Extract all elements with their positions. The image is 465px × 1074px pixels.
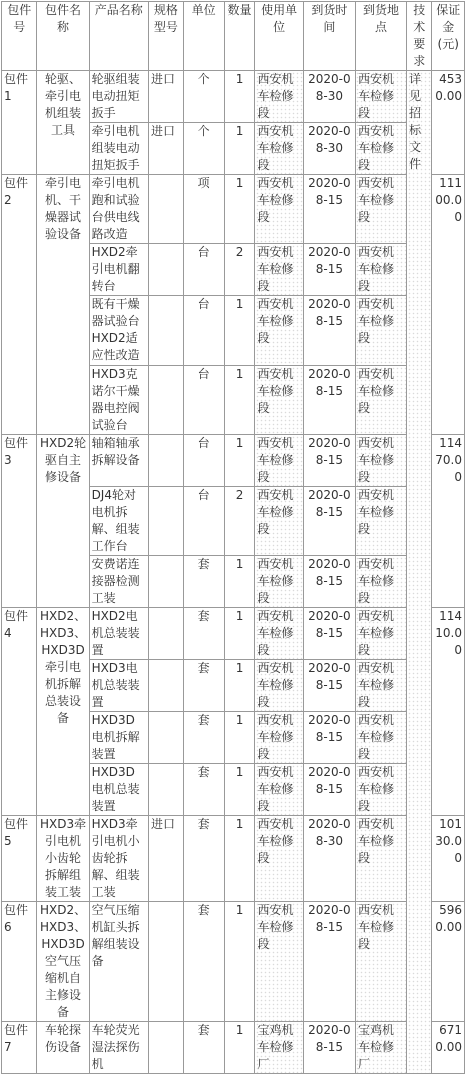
unit-cell: 个 bbox=[183, 71, 224, 123]
deposit-cell: 4530.00 bbox=[432, 71, 465, 175]
unit-cell: 套 bbox=[183, 556, 224, 608]
user-unit-cell: 西安机车检修段 bbox=[255, 71, 303, 123]
unit-cell: 台 bbox=[183, 435, 224, 487]
header-pkg-no: 包件号 bbox=[2, 2, 37, 71]
deposit-cell: 10130.00 bbox=[432, 816, 465, 902]
product-name-cell: 车轮荧光湿法探伤机 bbox=[89, 1022, 148, 1074]
product-name-cell: 轴箱轴承拆解设备 bbox=[89, 435, 148, 487]
table-row bbox=[2, 71, 465, 123]
arrival-place-cell: 西安机车检修段 bbox=[355, 902, 406, 1022]
quantity-cell: 1 bbox=[224, 296, 255, 366]
spec-cell bbox=[149, 764, 184, 816]
package-name-cell: HXD2轮驱自主修设备 bbox=[37, 435, 89, 608]
deposit-cell: 5960.00 bbox=[432, 902, 465, 1022]
deposit-cell: 11410.00 bbox=[432, 608, 465, 816]
arrival-place-cell: 西安机车检修段 bbox=[355, 296, 406, 366]
package-name-cell: HXD3牵引电机小齿轮拆解组装工装 bbox=[37, 816, 89, 902]
arrival-time-cell: 2020-08-15 bbox=[303, 660, 355, 712]
arrival-time-cell: 2020-08-15 bbox=[303, 435, 355, 487]
quantity-cell: 2 bbox=[224, 487, 255, 556]
product-name-cell: 既有干燥器试验台HXD2适应性改造 bbox=[89, 296, 148, 366]
arrival-place-cell: 西安机车检修段 bbox=[355, 660, 406, 712]
quantity-cell: 1 bbox=[224, 660, 255, 712]
arrival-place-cell: 西安机车检修段 bbox=[355, 556, 406, 608]
arrival-time-cell: 2020-08-30 bbox=[303, 816, 355, 902]
spec-cell bbox=[149, 556, 184, 608]
spec-cell bbox=[149, 660, 184, 712]
package-number-cell: 包件5 bbox=[2, 816, 37, 902]
product-name-cell: HXD2电机总装装置 bbox=[89, 608, 148, 660]
arrival-time-cell: 2020-08-15 bbox=[303, 608, 355, 660]
arrival-place-cell: 西安机车检修段 bbox=[355, 435, 406, 487]
unit-cell: 台 bbox=[183, 296, 224, 366]
header-user: 使用单位 bbox=[255, 2, 303, 71]
unit-cell: 台 bbox=[183, 487, 224, 556]
header-pkg-name: 包件名称 bbox=[37, 2, 89, 71]
header-row bbox=[2, 2, 465, 71]
user-unit-cell: 西安机车检修段 bbox=[255, 487, 303, 556]
arrival-time-cell: 2020-08-15 bbox=[303, 296, 355, 366]
arrival-place-cell: 西安机车检修段 bbox=[355, 764, 406, 816]
header-spec: 规格型号 bbox=[149, 2, 184, 71]
package-number-cell: 包件3 bbox=[2, 435, 37, 608]
unit-cell: 套 bbox=[183, 816, 224, 902]
spec-cell bbox=[149, 902, 184, 1022]
arrival-time-cell: 2020-08-15 bbox=[303, 487, 355, 556]
unit-cell: 台 bbox=[183, 366, 224, 435]
header-product: 产品名称 bbox=[89, 2, 148, 71]
table-row bbox=[2, 816, 465, 902]
arrival-place-cell: 宝鸡机车检修厂 bbox=[355, 1022, 406, 1074]
arrival-time-cell: 2020-08-15 bbox=[303, 902, 355, 1022]
arrival-time-cell: 2020-08-15 bbox=[303, 556, 355, 608]
user-unit-cell: 西安机车检修段 bbox=[255, 435, 303, 487]
user-unit-cell: 西安机车检修段 bbox=[255, 123, 303, 175]
unit-cell: 项 bbox=[183, 175, 224, 244]
table-row bbox=[2, 1022, 465, 1074]
arrival-place-cell: 西安机车检修段 bbox=[355, 487, 406, 556]
package-number-cell: 包件1 bbox=[2, 71, 37, 175]
arrival-place-cell: 西安机车检修段 bbox=[355, 175, 406, 244]
spec-cell bbox=[149, 296, 184, 366]
header-arrival: 到货时间 bbox=[303, 2, 355, 71]
quantity-cell: 2 bbox=[224, 244, 255, 296]
package-name-cell: 轮驱、牵引电机组装工具 bbox=[37, 71, 89, 175]
arrival-time-cell: 2020-08-15 bbox=[303, 1022, 355, 1074]
unit-cell: 套 bbox=[183, 660, 224, 712]
user-unit-cell: 西安机车检修段 bbox=[255, 244, 303, 296]
tech-requirement-cell: 详见招标文件 bbox=[407, 71, 432, 1074]
procurement-table bbox=[1, 1, 465, 1074]
header-tech: 技术要求 bbox=[407, 2, 432, 71]
spec-cell bbox=[149, 487, 184, 556]
spec-cell: 进口 bbox=[149, 123, 184, 175]
package-name-cell: HXD2、HXD3、HXD3D牵引电机拆解总装设备 bbox=[37, 608, 89, 816]
package-name-cell: 牵引电机、干燥器试验设备 bbox=[37, 175, 89, 435]
unit-cell: 个 bbox=[183, 123, 224, 175]
product-name-cell: HXD3牵引电机小齿轮拆解、组装工装 bbox=[89, 816, 148, 902]
spec-cell bbox=[149, 244, 184, 296]
product-name-cell: 安费诺连接器检测工装 bbox=[89, 556, 148, 608]
user-unit-cell: 西安机车检修段 bbox=[255, 712, 303, 764]
quantity-cell: 1 bbox=[224, 712, 255, 764]
spec-cell bbox=[149, 366, 184, 435]
quantity-cell: 1 bbox=[224, 435, 255, 487]
user-unit-cell: 西安机车检修段 bbox=[255, 296, 303, 366]
package-number-cell: 包件4 bbox=[2, 608, 37, 816]
user-unit-cell: 西安机车检修段 bbox=[255, 816, 303, 902]
product-name-cell: HXD2牵引电机翻转台 bbox=[89, 244, 148, 296]
product-name-cell: DJ4轮对电机拆解、组装工作台 bbox=[89, 487, 148, 556]
table-row bbox=[2, 608, 465, 660]
quantity-cell: 1 bbox=[224, 608, 255, 660]
deposit-cell: 11100.00 bbox=[432, 175, 465, 435]
deposit-cell: 6710.00 bbox=[432, 1022, 465, 1074]
quantity-cell: 1 bbox=[224, 556, 255, 608]
arrival-time-cell: 2020-08-15 bbox=[303, 712, 355, 764]
product-name-cell: HXD3D电机总装装置 bbox=[89, 764, 148, 816]
spec-cell bbox=[149, 1022, 184, 1074]
arrival-place-cell: 西安机车检修段 bbox=[355, 816, 406, 902]
arrival-place-cell: 西安机车检修段 bbox=[355, 366, 406, 435]
unit-cell: 套 bbox=[183, 712, 224, 764]
quantity-cell: 1 bbox=[224, 123, 255, 175]
quantity-cell: 1 bbox=[224, 902, 255, 1022]
header-qty: 数量 bbox=[224, 2, 255, 71]
unit-cell: 套 bbox=[183, 902, 224, 1022]
package-name-cell: 车轮探伤设备 bbox=[37, 1022, 89, 1074]
product-name-cell: HXD3电机总装装置 bbox=[89, 660, 148, 712]
quantity-cell: 1 bbox=[224, 1022, 255, 1074]
product-name-cell: HXD3克诺尔干燥器电控阀试验台 bbox=[89, 366, 148, 435]
arrival-place-cell: 西安机车检修段 bbox=[355, 244, 406, 296]
arrival-place-cell: 西安机车检修段 bbox=[355, 123, 406, 175]
arrival-place-cell: 西安机车检修段 bbox=[355, 71, 406, 123]
user-unit-cell: 西安机车检修段 bbox=[255, 608, 303, 660]
user-unit-cell: 西安机车检修段 bbox=[255, 175, 303, 244]
table-row bbox=[2, 902, 465, 1022]
product-name-cell: HXD3D电机拆解装置 bbox=[89, 712, 148, 764]
header-place: 到货地点 bbox=[355, 2, 406, 71]
spec-cell bbox=[149, 435, 184, 487]
arrival-time-cell: 2020-08-15 bbox=[303, 764, 355, 816]
header-unit: 单位 bbox=[183, 2, 224, 71]
quantity-cell: 1 bbox=[224, 764, 255, 816]
user-unit-cell: 西安机车检修段 bbox=[255, 660, 303, 712]
arrival-place-cell: 西安机车检修段 bbox=[355, 712, 406, 764]
user-unit-cell: 西安机车检修段 bbox=[255, 366, 303, 435]
spec-cell bbox=[149, 175, 184, 244]
spec-cell bbox=[149, 608, 184, 660]
package-number-cell: 包件6 bbox=[2, 902, 37, 1022]
unit-cell: 套 bbox=[183, 1022, 224, 1074]
user-unit-cell: 西安机车检修段 bbox=[255, 902, 303, 1022]
arrival-time-cell: 2020-08-15 bbox=[303, 244, 355, 296]
package-name-cell: HXD2、HXD3、HXD3D空气压缩机自主修设备 bbox=[37, 902, 89, 1022]
table-row bbox=[2, 435, 465, 487]
table-row bbox=[2, 175, 465, 244]
spec-cell bbox=[149, 712, 184, 764]
quantity-cell: 1 bbox=[224, 175, 255, 244]
product-name-cell: 空气压缩机缸头拆解组装设备 bbox=[89, 902, 148, 1022]
package-number-cell: 包件2 bbox=[2, 175, 37, 435]
arrival-place-cell: 西安机车检修段 bbox=[355, 608, 406, 660]
user-unit-cell: 西安机车检修段 bbox=[255, 764, 303, 816]
product-name-cell: 牵引电机跑和试验台供电线路改造 bbox=[89, 175, 148, 244]
header-deposit: 保证金(元) bbox=[432, 2, 465, 71]
unit-cell: 台 bbox=[183, 244, 224, 296]
deposit-cell: 11470.00 bbox=[432, 435, 465, 608]
unit-cell: 套 bbox=[183, 608, 224, 660]
quantity-cell: 1 bbox=[224, 71, 255, 123]
user-unit-cell: 宝鸡机车检修厂 bbox=[255, 1022, 303, 1074]
spec-cell: 进口 bbox=[149, 71, 184, 123]
product-name-cell: 轮驱组装电动扭矩扳手 bbox=[89, 71, 148, 123]
quantity-cell: 1 bbox=[224, 366, 255, 435]
arrival-time-cell: 2020-08-15 bbox=[303, 175, 355, 244]
unit-cell: 套 bbox=[183, 764, 224, 816]
arrival-time-cell: 2020-08-30 bbox=[303, 123, 355, 175]
quantity-cell: 1 bbox=[224, 816, 255, 902]
package-number-cell: 包件7 bbox=[2, 1022, 37, 1074]
user-unit-cell: 西安机车检修段 bbox=[255, 556, 303, 608]
arrival-time-cell: 2020-08-30 bbox=[303, 71, 355, 123]
arrival-time-cell: 2020-08-15 bbox=[303, 366, 355, 435]
product-name-cell: 牵引电机组装电动扭矩扳手 bbox=[89, 123, 148, 175]
spec-cell: 进口 bbox=[149, 816, 184, 902]
